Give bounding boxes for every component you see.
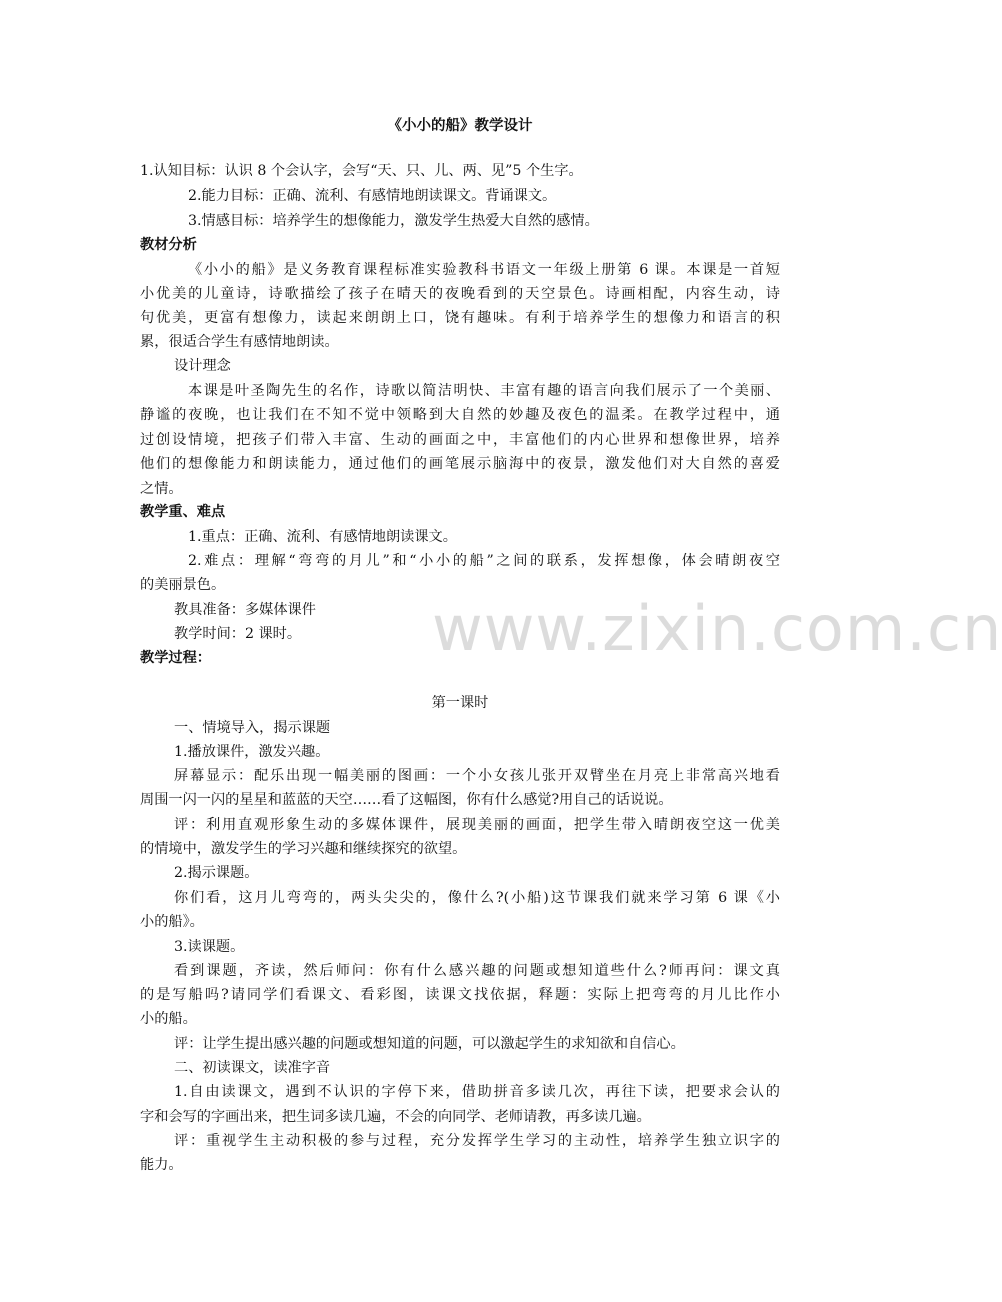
paragraph-line: 静谧的夜晚，也让我们在不知不觉中领略到大自然的妙趣及夜色的温柔。在教学过程中，通 [140,407,780,423]
paragraph-line: 累，很适合学生有感情地朗读。 [140,334,339,350]
paragraph-line: 之情。 [140,481,183,497]
paragraph-line: 小的船。 [140,1011,197,1027]
paragraph-line: 本课是叶圣陶先生的名作，诗歌以简洁明快、丰富有趣的语言向我们展示了一个美丽、 [188,383,780,399]
paragraph-line: 的美丽景色。 [140,577,226,593]
objective-3: 3.情感目标：培养学生的想像能力，激发学生热爱大自然的感情。 [188,213,599,229]
section-heading-material: 教材分析 [140,237,197,253]
step-item: 1.播放课件，激发兴趣。 [174,744,330,760]
step-heading: 二、初读课文，读准字音 [174,1060,331,1076]
focus-item: 2.难点：理解“弯弯的月儿”和“小小的船”之间的联系，发挥想像，体会晴朗夜空 [188,553,780,569]
section-heading-process: 教学过程： [140,650,211,666]
paragraph-line: 他们的想像能力和朗读能力，通过他们的画笔展示脑海中的夜景，激发他们对大自然的喜爱 [140,456,780,472]
lesson-heading: 第一课时 [431,695,489,711]
watermark: www.zixin.com.cn [432,592,1002,665]
section-heading-focus: 教学重、难点 [140,504,226,520]
paragraph-line: 你们看，这月儿弯弯的，两头尖尖的，像什么?(小船)这节课我们就来学习第 6 课《小 [174,890,780,906]
paragraph-line: 屏幕显示：配乐出现一幅美丽的图画：一个小女孩儿张开双臂坐在月亮上非常高兴地看 [174,768,780,784]
comment-line: 评：重视学生主动积极的参与过程，充分发挥学生学习的主动性，培养学生独立识字的 [174,1133,780,1149]
objective-2: 2.能力目标：正确、流利、有感情地朗读课文。背诵课文。 [188,188,557,204]
step-item: 2.揭示课题。 [174,865,259,881]
paragraph-line: 句优美，更富有想像力，读起来朗朗上口，饶有趣味。有利于培养学生的想像力和语言的积 [140,310,780,326]
paragraph-line: 周围一闪一闪的星星和蓝蓝的天空……看了这幅图，你有什么感觉?用自己的话说说。 [140,792,673,808]
paragraph-line: 小优美的儿童诗，诗歌描绘了孩子在晴天的夜晚看到的天空景色。诗画相配，内容生动，诗 [140,286,780,302]
paragraph-line: 看到课题，齐读，然后师问：你有什么感兴趣的问题或想知道些什么?师再问：课文真 [174,963,780,979]
comment-line: 的情境中，激发学生的学习兴趣和继续探究的欲望。 [140,841,467,857]
comment-line: 评：让学生提出感兴趣的问题或想知道的问题，可以激起学生的求知欲和自信心。 [174,1036,685,1052]
comment-line: 评：利用直观形象生动的多媒体课件，展现美丽的画面，把学生带入晴朗夜空这一优美 [174,817,780,833]
teaching-time: 教学时间：2 课时。 [174,626,302,642]
paragraph-line: 的是写船吗?请同学们看课文、看彩图，读课文找依据，释题：实际上把弯弯的月儿比作小 [140,987,780,1003]
paragraph-line: 过创设情境，把孩子们带入丰富、生动的画面之中，丰富他们的内心世界和想像世界，培养 [140,432,780,448]
comment-line: 能力。 [140,1157,183,1173]
step-heading: 一、情境导入，揭示课题 [174,720,331,736]
paragraph-line: 字和会写的字画出来，把生词多读几遍，不会的向同学、老师请教，再多读几遍。 [140,1109,651,1125]
paragraph-line: 1.自由读课文，遇到不认识的字停下来，借助拼音多读几次，再往下读，把要求会认的 [174,1084,780,1100]
step-item: 3.读课题。 [174,939,245,955]
objective-1: 1.认知目标：认识 8 个会认字，会写“天、只、儿、两、见”5 个生字。 [140,163,583,179]
section-heading-concept: 设计理念 [174,358,231,374]
paragraph-line: 《小小的船》是义务教育课程标准实验教科书语文一年级上册第 6 课。本课是一首短 [188,262,780,278]
document-title: 《小小的船》教学设计 [387,117,533,134]
teaching-aids: 教具准备：多媒体课件 [174,602,316,618]
paragraph-line: 小的船》。 [140,914,204,930]
focus-item: 1.重点：正确、流利、有感情地朗读课文。 [188,529,457,545]
